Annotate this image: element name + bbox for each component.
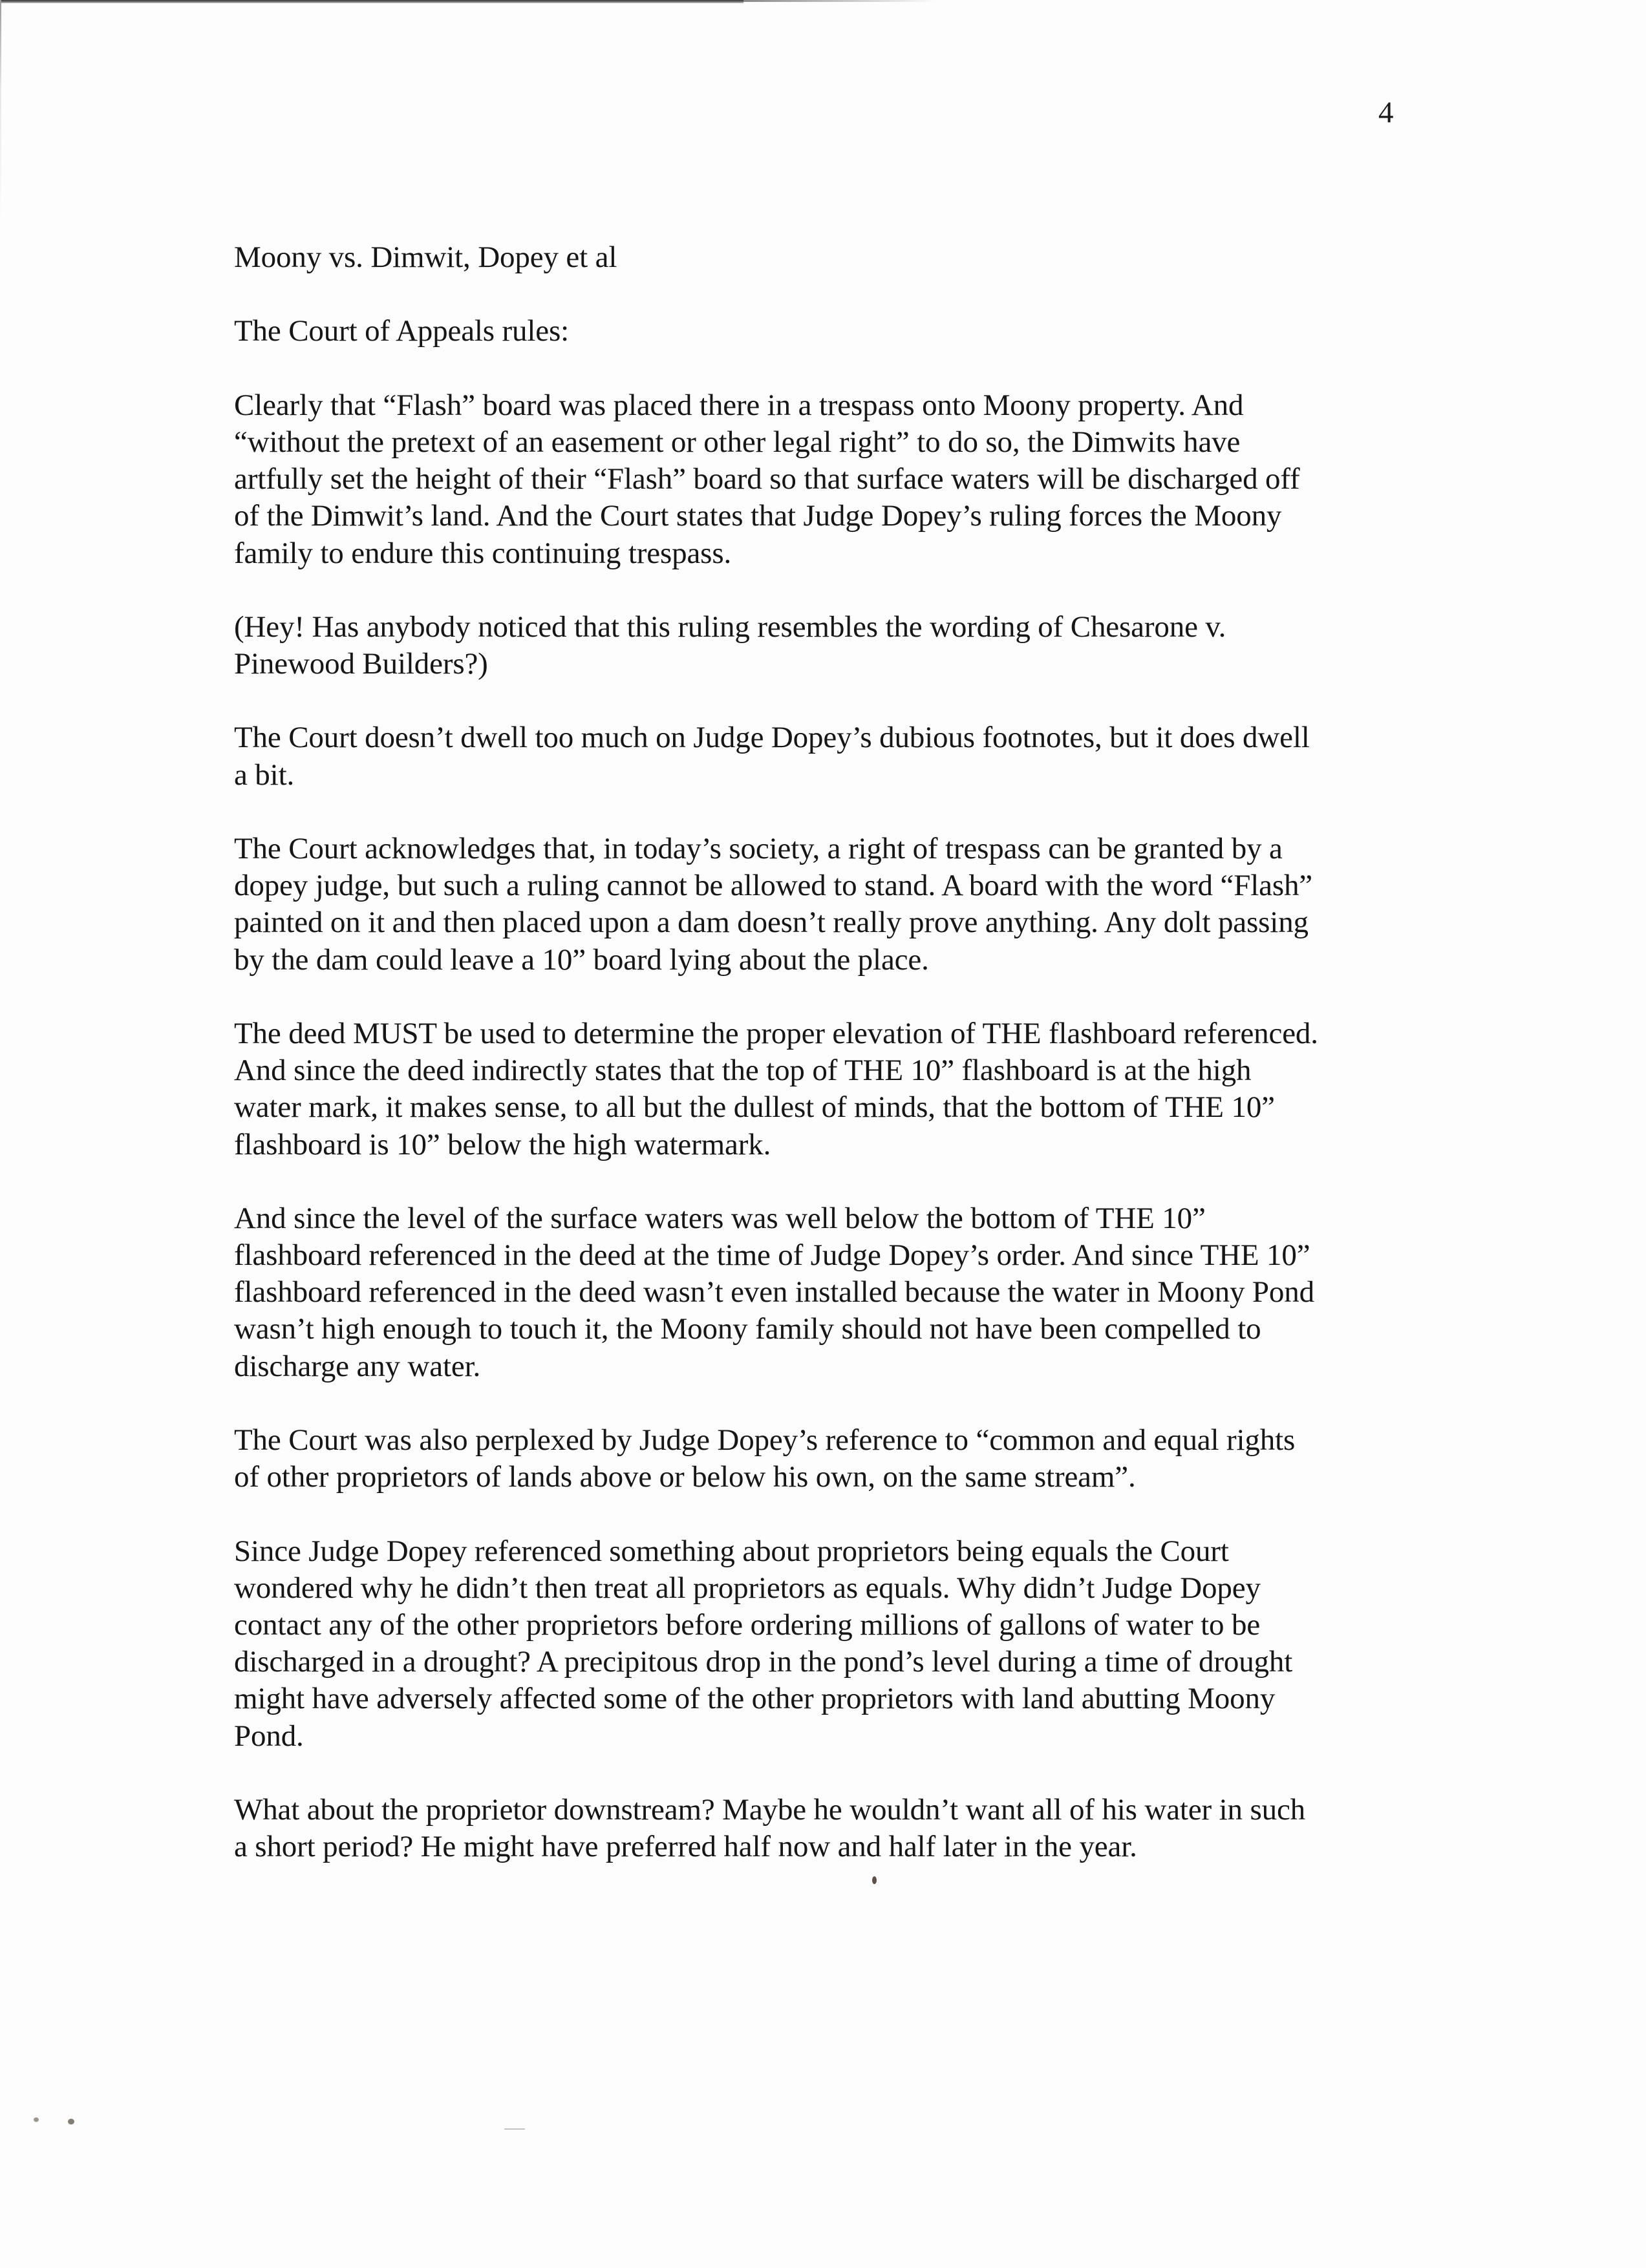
paragraph [234,1533,1411,1755]
text-line: Pinewood Builders?) [234,647,488,681]
document-title: Moony vs. Dimwit, Dopey et al [234,240,617,274]
text-line: dopey judge, but such a ruling cannot be allowed to stand. A board with the word “Flash” [234,869,1313,903]
text-line: flashboard referenced in the deed wasn’t even installed because the water in Moony Pond [234,1275,1314,1309]
scan-left-edge [0,0,1,2268]
text-line: of the Dimwit’s land. And the Court states that Judge Dopey’s ruling forces the Moony [234,499,1282,533]
paragraph [234,1792,1411,1865]
text-line: (Hey! Has anybody noticed that this ruling resembles the wording of Chesarone v. [234,609,1226,644]
text-line: The Court was also perplexed by Judge Dopey’s reference to “common and equal rights [234,1423,1296,1457]
scan-top-edge-fade [743,0,937,2]
text-line: flashboard is 10” below the high watermark. [234,1127,771,1161]
text-line: wondered why he didn’t then treat all proprietors as equals. Why didn’t Judge Dopey [234,1571,1261,1605]
text-line: The Court doesn’t dwell too much on Judge Dopey’s dubious footnotes, but it does dwell [234,721,1310,755]
paragraph [234,1200,1411,1385]
paragraph [234,719,1411,793]
document-title-block [234,239,1411,276]
paragraph [234,1015,1411,1163]
text-line: painted on it and then placed upon a dam doesn’t really prove anything. Any dolt passing [234,906,1309,940]
scan-speck [872,1876,877,1884]
text-line: flashboard referenced in the deed at the time of Judge Dopey’s order. And since THE 10” [234,1238,1310,1273]
document-body [234,239,1411,1902]
paragraph [234,831,1411,979]
text-line: a bit. [234,758,295,792]
text-line: by the dam could leave a 10” board lying about the place. [234,942,929,977]
scan-top-edge [0,0,743,3]
text-line: Clearly that “Flash” board was placed there in a trespass onto Moony property. And [234,388,1244,422]
paragraph [234,313,1411,350]
paragraph [234,609,1411,683]
scan-speck [504,2128,525,2130]
text-line: a short period? He might have preferred half now and half later in the year. [234,1830,1137,1864]
scan-speck [34,2117,39,2122]
text-line: And since the level of the surface waters was well below the bottom of THE 10” [234,1201,1206,1235]
text-line: might have adversely affected some of the other proprietors with land abutting Moony [234,1682,1276,1716]
text-line: water mark, it makes sense, to all but the dullest of minds, that the bottom of THE 10” [234,1090,1275,1125]
scan-speck [68,2119,74,2125]
text-line: discharge any water. [234,1349,481,1383]
text-line: contact any of the other proprietors before ordering millions of gallons of water to be [234,1607,1261,1642]
text-line: wasn’t high enough to touch it, the Moony family should not have been compelled to [234,1312,1261,1346]
text-line: artfully set the height of their “Flash” board so that surface waters will be discharged off [234,462,1300,496]
text-line: discharged in a drought? A precipitous drop in the pond’s level during a time of drought [234,1645,1293,1679]
text-line: Pond. [234,1719,304,1753]
text-line: The deed MUST be used to determine the proper elevation of THE flashboard referenced. [234,1016,1318,1050]
paragraph-list [234,313,1411,1865]
paragraph [234,387,1411,572]
text-line: And since the deed indirectly states that the top of THE 10” flashboard is at the high [234,1054,1252,1088]
paragraph [234,1422,1411,1496]
text-line: “without the pretext of an easement or other legal right” to do so, the Dimwits have [234,425,1241,459]
text-line: of other proprietors of lands above or below his own, on the same stream”. [234,1460,1136,1494]
text-line: The Court acknowledges that, in today’s society, a right of trespass can be granted by a [234,832,1283,865]
text-line: Since Judge Dopey referenced something about proprietors being equals the Court [234,1534,1229,1568]
text-line: What about the proprietor downstream? Maybe he wouldn’t want all of his water in such [234,1792,1306,1827]
text-line: The Court of Appeals rules: [234,314,570,348]
text-line: family to endure this continuing trespass. [234,536,732,570]
page-number: 4 [1378,96,1394,129]
